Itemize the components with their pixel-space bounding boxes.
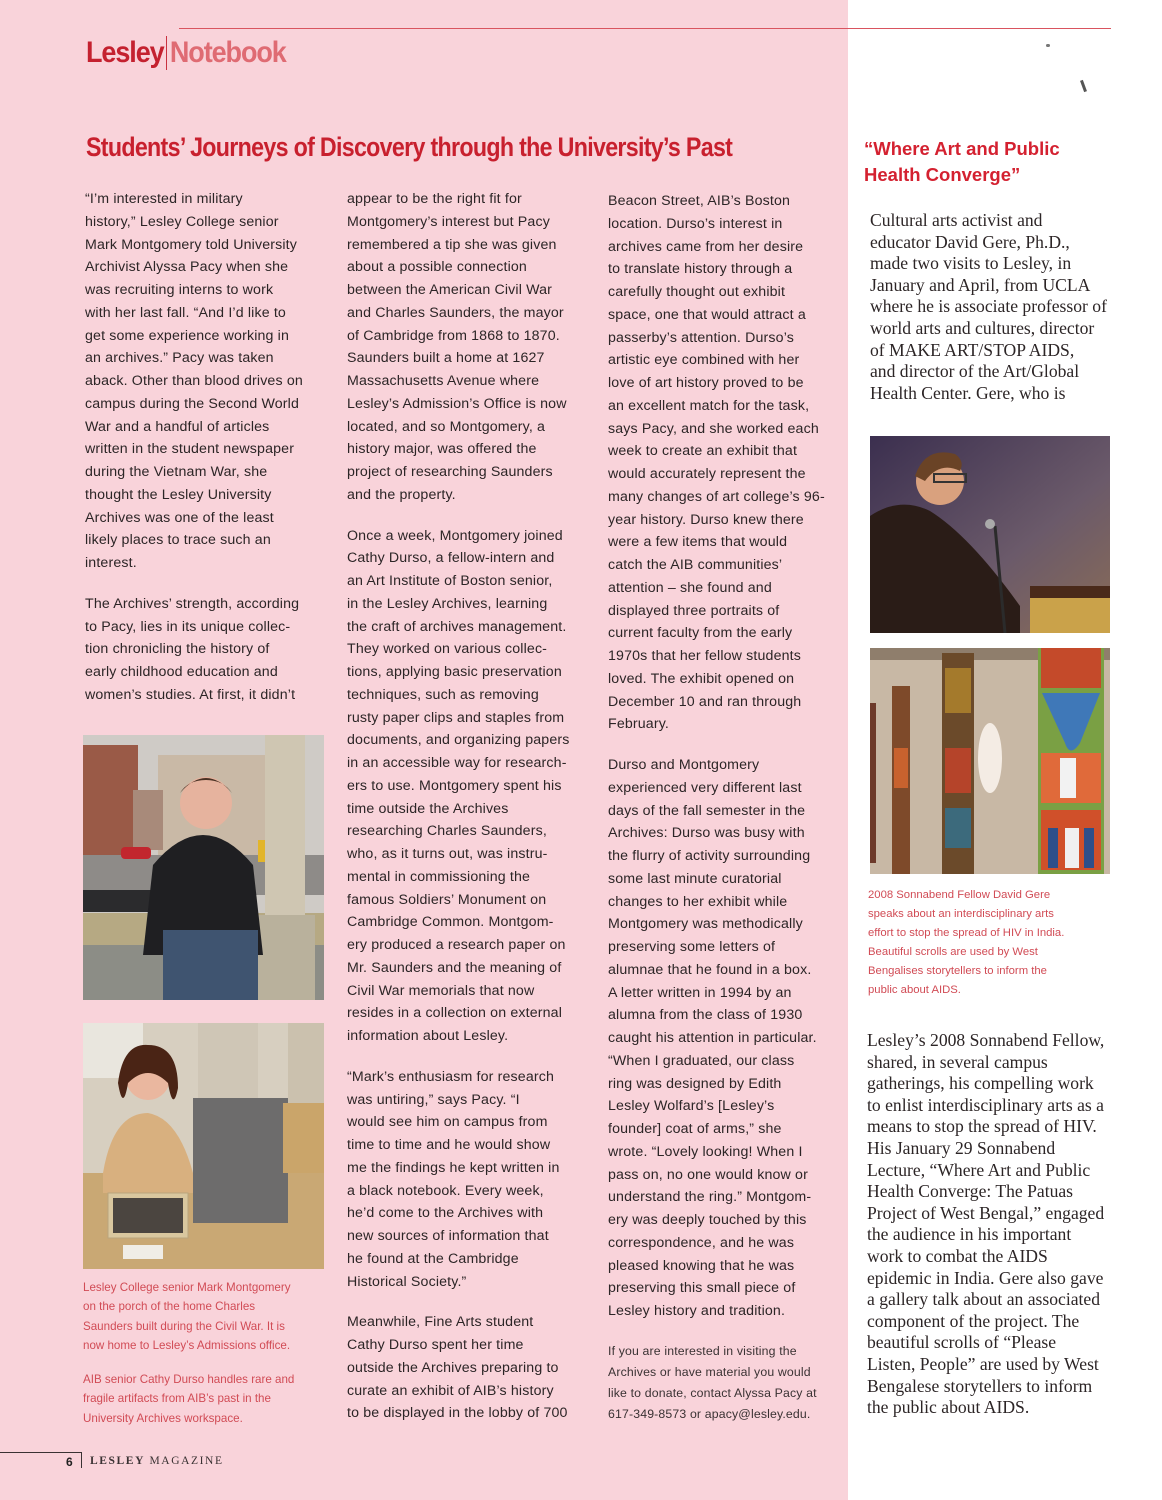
- paragraph: appear to be the right fit for Montgomery’s interest but Pacy remembered a tip she was given about a possible connection between the American Civil War and Charles Saunders, the mayor of Cambridge from 1868 to 1870. Saunders built a home at 1627 Massachusetts Avenue where Lesley’s Admission’s Office is now located, and so Montgomery, a history major, was offered the project of researching Saunders and the property.: [347, 191, 567, 503]
- print-speck: [1080, 80, 1087, 92]
- photo-montgomery-porch: [83, 735, 324, 1000]
- sidebar-intro: Cultural arts activist and educator David Gere, Ph.D., made two visits to Lesley, in January and April, from UCLA where he is associate professor of world arts and cultures, director of MAKE ART/STOP AIDS, and director of the Art/Global Health Center. Gere, who is: [870, 210, 1107, 403]
- footer-rule: [0, 1452, 81, 1453]
- masthead-section: Notebook: [169, 36, 286, 69]
- magazine-name-rest: MAGAZINE: [144, 1455, 224, 1467]
- magazine-name-bold: LESLEY: [90, 1455, 145, 1467]
- section-masthead: [86, 30, 286, 70]
- photo-patua-scrolls: [870, 648, 1110, 874]
- page-number: 6: [66, 1455, 73, 1469]
- contact-note: If you are interested in visiting the Archives or have material you would like to donate, contact Alyssa Pacy at 617-349-8573 or apacy@lesley.edu.: [608, 1343, 817, 1421]
- sidebar-body: Lesley’s 2008 Sonnabend Fellow, shared, in several campus gatherings, his compelling work to enlist interdisciplinary arts as a means to stop the spread of HIV. His January 29 Sonnabend Lecture, “Where Art and Public Health Converge: The Patuas Project of West Bengal,” engaged the audience in his important work to combat the AIDS epidemic in India. Gere also gave a gallery talk about an associated component of the project. The beautiful scrolls of “Please Listen, People” are used by West Bengalese storytellers to inform the public about AIDS.: [867, 1030, 1105, 1418]
- paragraph: The Archives’ strength, according to Pacy, lies in its unique collec- tion chronicling the history of early childhood education and women’s studies. At first, it didn’t: [85, 595, 300, 703]
- paragraph: “Mark’s enthusiasm for research was untiring,” says Pacy. “I would see him on campus from time to time and he would show me the findings he kept written in a black notebook. Every week, he’d come to the Archives with new sources of information that he found at the Cambridge Historical Society.”: [347, 1068, 560, 1290]
- photo-durso-archives: [83, 1023, 324, 1269]
- paragraph: Once a week, Montgomery joined Cathy Durso, a fellow-intern and an Art Institute of Boston senior, in the Lesley Archives, learning the craft of archives management. They worked on various collec- tions, applying basic preservation techniques, such as removing rusty paper clips and staples from documents, and organizing papers in an accessible way for research- ers to use. Montgomery spent his time outside the Archives researching Charles Saunders, who, as it turns out, was instru- mental in commissioning the famous Soldiers’ Monument on Cambridge Common. Montgom- ery produced a research paper on Mr. Saunders and the meaning of Civil War memorials that now resides in a collection on external information about Lesley.: [347, 527, 570, 1044]
- article-column-3: [608, 190, 848, 1425]
- photo-caption-durso: AIB senior Cathy Durso handles rare and fragile artifacts from AIB’s past in the University Archives workspace.: [83, 1373, 295, 1425]
- photo-gere-lecture: [870, 436, 1110, 633]
- sidebar-title: “Where Art and Public Health Converge”: [864, 138, 1060, 185]
- paragraph: Meanwhile, Fine Arts student Cathy Durso spent her time outside the Archives preparing to curate an exhibit of AIB’s history to be displayed in the lobby of 700: [347, 1314, 568, 1422]
- article-headline: Students’ Journeys of Discovery through the University’s Past: [86, 132, 733, 162]
- sidebar-photo-caption: 2008 Sonnabend Fellow David Gere speaks about an interdisciplinary arts effort to stop the spread of HIV in India. Beautiful scrolls are used by West Bengalises storytellers to inform the public about AIDS.: [868, 889, 1065, 996]
- masthead-brand: Lesley: [86, 36, 167, 70]
- top-rule: [179, 28, 1111, 29]
- paragraph: “I’m interested in military history,” Lesley College senior Mark Montgomery told University Archivist Alyssa Pacy when she was recruiting interns to work with her last fall. “And I’d like to get some experience working in an archives.” Pacy was taken aback. Other than blood drives on campus during the Second World War and a handful of articles written in the student newspaper during the Vietnam War, she thought the Lesley University Archives was one of the least likely places to trace such an interest.: [85, 191, 303, 571]
- magazine-name: [90, 1455, 224, 1467]
- print-speck: [1046, 44, 1050, 47]
- footer-rule-divider: [81, 1452, 82, 1468]
- paragraph: Beacon Street, AIB’s Boston location. Durso’s interest in archives came from her desire to translate history through a carefully thought out exhibit space, one that would attract a passerby’s attention. Durso’s artistic eye combined with her love of art history proved to be an excellent match for the task, says Pacy, and she worked each week to create an exhibit that would accurately represent the many changes of art college’s 96- year history. Durso knew there were a few items that would catch the AIB communities’ attention – she found and displayed three portraits of current faculty from the early 1970s that her fellow students loved. The exhibit opened on December 10 and ran through February.: [608, 193, 825, 733]
- paragraph: Durso and Montgomery experienced very different last days of the fall semester in the Archives: Durso was busy with the flurry of activity surrounding some last minute curatorial changes to her exhibit while Montgomery was methodically preserving some letters of alumnae that he found in a box. A letter written in 1994 by an alumna from the class of 1930 caught his attention in particular. “When I graduated, our class ring was designed by Edith Lesley Wolfard’s [Lesley’s founder] coat of arms,” she wrote. “Lovely looking! When I pass on, no one would know or understand the ring.” Montgom- ery was deeply touched by this correspondence, and he was pleased knowing that he was preserving this small piece of Lesley history and tradition.: [608, 757, 817, 1319]
- article-column-1: [85, 188, 335, 725]
- article-column-2: [347, 188, 597, 1443]
- photo-caption-montgomery: Lesley College senior Mark Montgomery on the porch of the home Charles Saunders built during the Civil War. It is now home to Lesley’s Admissions office.: [83, 1281, 291, 1353]
